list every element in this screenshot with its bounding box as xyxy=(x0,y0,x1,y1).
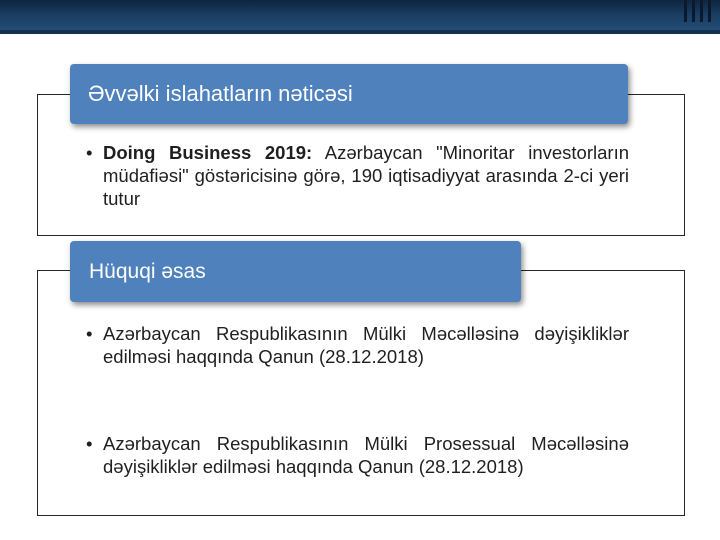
section2-header xyxy=(70,241,521,302)
section2-header-text: Hüquqi əsas xyxy=(89,259,206,283)
bullet-marker: • xyxy=(86,323,93,344)
section2-frame xyxy=(37,270,685,516)
top-bar-tick xyxy=(708,0,711,22)
legal-basis-bullet-2 xyxy=(86,432,629,478)
doing-business-label: Doing Business 2019: xyxy=(103,142,313,163)
doing-business-text: Azərbaycan "Minoritar investorların müdafiəsi" göstəricisinə görə, 190 iqtisadiyyat arasında 2-ci yeri tutur xyxy=(103,142,629,209)
section1-header-text: Əvvəlki islahatların nəticəsi xyxy=(88,81,353,106)
top-bar-tick xyxy=(700,0,703,22)
top-decorative-bar xyxy=(0,0,720,34)
section1-bullet xyxy=(86,141,629,210)
legal-basis-bullet-1 xyxy=(86,322,629,368)
top-bar-ticks xyxy=(680,0,720,22)
bullet-marker: • xyxy=(86,142,93,163)
legal-basis-text-2: Azərbaycan Respublikasının Mülki Prosessual Məcəlləsinə dəyişikliklər edilməsi haqqında Qanun (28.12.2018) xyxy=(103,433,629,477)
top-bar-tick xyxy=(692,0,695,22)
top-bar-shadow xyxy=(0,30,720,34)
section1-header xyxy=(70,64,628,124)
top-bar-tick xyxy=(684,0,687,22)
bullet-marker: • xyxy=(86,433,93,454)
legal-basis-text-1: Azərbaycan Respublikasının Mülki Məcəlləsinə dəyişikliklər edilməsi haqqında Qanun (28.12.2018) xyxy=(103,323,629,367)
